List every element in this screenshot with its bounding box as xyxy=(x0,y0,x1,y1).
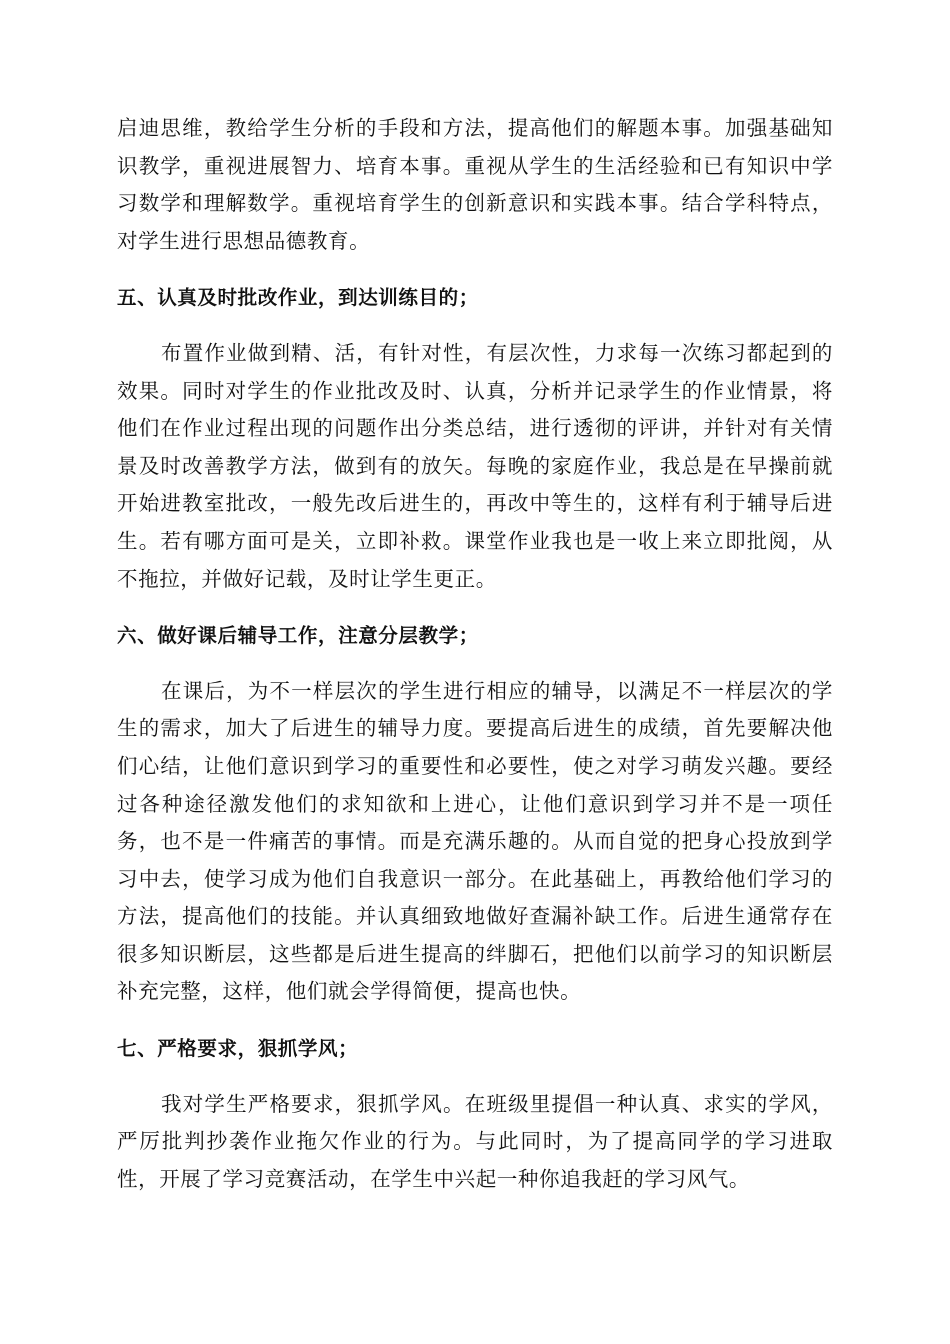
paragraph-study-style: 我对学生严格要求，狠抓学风。在班级里提倡一种认真、求实的学风，严厉批判抄袭作业拖欠作业的行为。与此同时，为了提高同学的学习进取性，开展了学习竞赛活动，在学生中兴起一种你追我赶的学习风气。 xyxy=(117,1091,833,1191)
section-heading-5: 五、认真及时批改作业，到达训练目的； xyxy=(117,286,479,310)
paragraph-tutoring: 在课后，为不一样层次的学生进行相应的辅导，以满足不一样层次的学生的需求，加大了后进生的辅导力度。要提高后进生的成绩，首先要解决他们心结，让他们意识到学习的重要性和必要性，使之对学习萌发兴趣。要经过各种途径激发他们的求知欲和上进心，让他们意识到学习并不是一项任务，也不是一件痛苦的事情。而是充满乐趣的。从而自觉的把身心投放到学习中去，使学习成为他们自我意识一部分。在此基础上，再教给他们学习的方法，提高他们的技能。并认真细致地做好查漏补缺工作。后进生通常存在很多知识断层，这些都是后进生提高的绊脚石，把他们以前学习的知识断层补充完整，这样，他们就会学得简便，提高也快。 xyxy=(117,678,833,1004)
paragraph-homework: 布置作业做到精、活，有针对性，有层次性，力求每一次练习都起到的效果。同时对学生的作业批改及时、认真，分析并记录学生的作业情景，将他们在作业过程出现的问题作出分类总结，进行透彻的评讲，并针对有关情景及时改善教学方法，做到有的放矢。每晚的家庭作业，我总是在早操前就开始进教室批改，一般先改后进生的，再改中等生的，这样有利于辅导后进生。若有哪方面可是关，立即补救。课堂作业我也是一收上来立即批阅，从不拖拉，并做好记载，及时让学生更正。 xyxy=(117,340,833,591)
section-heading-7: 七、严格要求，狠抓学风； xyxy=(117,1037,359,1061)
paragraph-intro: 启迪思维，教给学生分析的手段和方法，提高他们的解题本事。加强基础知识教学，重视进展智力、培育本事。重视从学生的生活经验和已有知识中学习数学和理解数学。重视培育学生的创新意识和实践本事。结合学科特点，对学生进行思想品德教育。 xyxy=(117,116,833,253)
document-body xyxy=(117,110,833,1198)
section-heading-6: 六、做好课后辅导工作，注意分层教学； xyxy=(117,624,479,648)
